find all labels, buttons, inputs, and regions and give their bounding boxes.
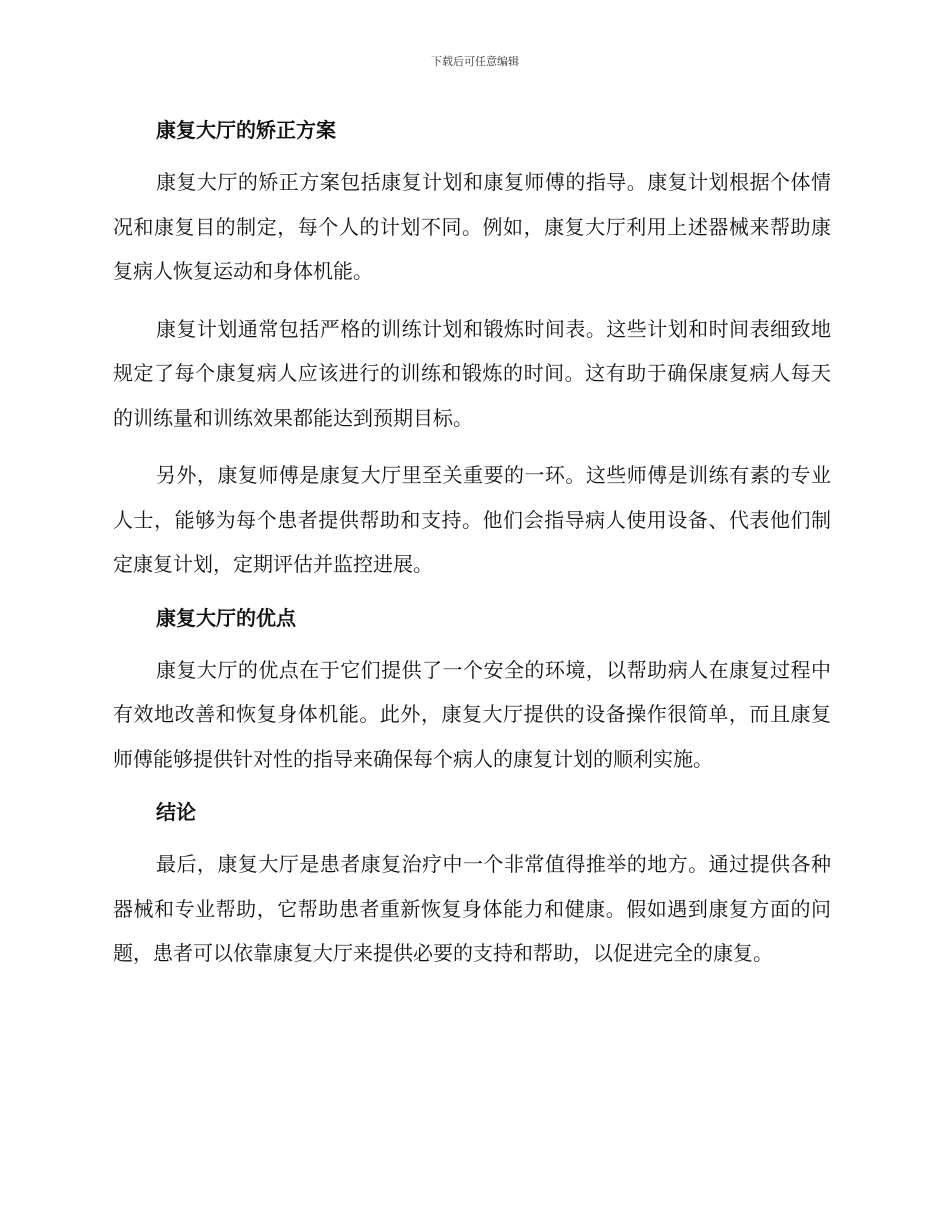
paragraph-correction-plan-1: 康复大厅的矫正方案包括康复计划和康复师傅的指导。康复计划根据个体情况和康复目的制定，每个人的计划不同。例如，康复大厅利用上述器械来帮助康复病人恢复运动和身体机能。: [113, 170, 831, 283]
paragraph-correction-plan-2: 康复计划通常包括严格的训练计划和锻炼时间表。这些计划和时间表细致地规定了每个康复病人应该进行的训练和锻炼的时间。这有助于确保康复病人每天的训练量和训练效果都能达到预期目标。: [113, 316, 831, 430]
document-body: [113, 112, 831, 989]
section-heading-conclusion: 结论: [156, 800, 196, 824]
paragraph-conclusion-1: 最后，康复大厅是患者康复治疗中一个非常值得推举的地方。通过提供各种器械和专业帮助，它帮助患者重新恢复身体能力和健康。假如遇到康复方面的问题，患者可以依靠康复大厅来提供必要的支持和帮助，以促进完全的康复。: [113, 852, 831, 965]
page-header-note: 下载后可任意编辑: [431, 55, 519, 68]
paragraph-correction-plan-3: 另外，康复师傅是康复大厅里至关重要的一环。这些师傅是训练有素的专业人士，能够为每个患者提供帮助和支持。他们会指导病人使用设备、代表他们制定康复计划，定期评估并监控进展。: [113, 463, 831, 576]
paragraph-advantages-1: 康复大厅的优点在于它们提供了一个安全的环境，以帮助病人在康复过程中有效地改善和恢复身体机能。此外，康复大厅提供的设备操作很简单，而且康复师傅能够提供针对性的指导来确保每个病人的康复计划的顺利实施。: [113, 657, 831, 771]
section-heading-advantages: 康复大厅的优点: [156, 605, 296, 630]
section-heading-correction-plan: 康复大厅的矫正方案: [156, 118, 336, 142]
